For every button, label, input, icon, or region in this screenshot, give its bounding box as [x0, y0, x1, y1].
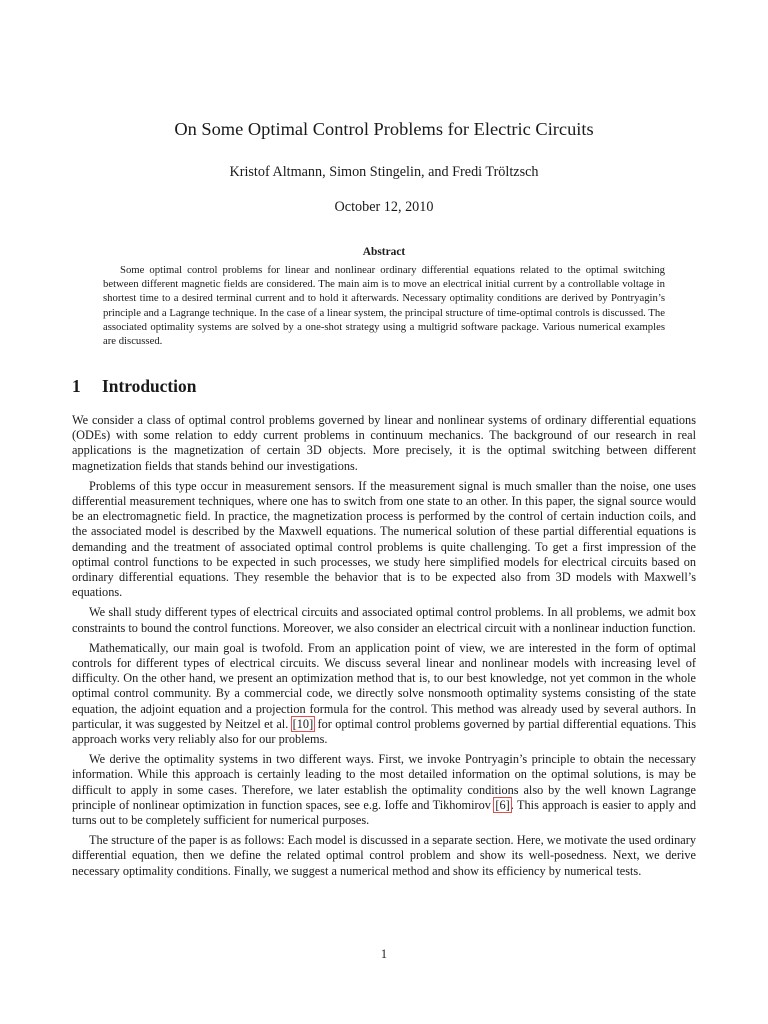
- citation-link-neitzel[interactable]: [10]: [292, 716, 314, 731]
- paragraph: We consider a class of optimal control problems governed by linear and nonlinear systems of ordinary differential equations (ODEs) with some relation to eddy current problems in continuum mechanics. The background of our research in real applications is the magnetization of certain 3D objects. More precisely, it is the optimal switching between different magnetization fields that stands behind our investigations.: [72, 413, 696, 473]
- abstract-heading: Abstract: [362, 246, 406, 258]
- paragraph-text: . This approach is easier to apply and turns out to be completely sufficient for numerical purposes.: [72, 797, 697, 828]
- author-list: Kristof Altmann, Simon Stingelin, and Fredi Tröltzsch: [229, 164, 539, 180]
- section-title: Introduction: [102, 376, 197, 396]
- paragraph-text: for optimal control problems governed by partial differential equations. This approach works very reliably also for our problems.: [72, 716, 696, 747]
- section-heading: [72, 376, 196, 397]
- paper-title: On Some Optimal Control Problems for Electric Circuits: [174, 119, 594, 139]
- paragraph: We shall study different types of electrical circuits and associated optimal control problems. In all problems, we admit box constraints to bound the control functions. Moreover, we also consider an electrical circuit with a nonlinear induction function.: [72, 605, 696, 635]
- section-number: 1: [72, 376, 81, 396]
- citation-link-ioffe[interactable]: [6]: [495, 797, 510, 812]
- page-number: 1: [380, 947, 388, 961]
- paragraph: The structure of the paper is as follows: Each model is discussed in a separate section. Here, we motivate the used ordinary differential equation, then we define the related optimal control problem and show its well-posedness. Next, we derive necessary optimality conditions. Finally, we suggest a numerical method and show its efficiency by numerical tests.: [72, 833, 696, 878]
- publication-date: October 12, 2010: [334, 199, 434, 215]
- paragraph: Problems of this type occur in measurement sensors. If the measurement signal is much smaller than the noise, one uses differential measurement techniques, where one has to switch from one state to an other. In this paper, the signal source would be an electromagnetic field. In practice, the magnetization process is performed by the control of certain induction coils, and the associated model is described by the Maxwell equations. The numerical solution of these partial differential equations is demanding and the treatment of associated optimal control problems is quite challenging. To get a first impression of the optimal control functions to be expected in such processes, we study here simplified models for electrical circuits based on ordinary differential equations. They resemble the behavior that is to be expected also from 3D models with Maxwell’s equations.: [72, 478, 696, 600]
- paragraph: [72, 752, 696, 828]
- abstract-text: Some optimal control problems for linear and nonlinear ordinary differential equations related to the optimal switching between different magnetic fields are considered. The main aim is to move an electrical initial current by a controllable voltage in shortest time to a desired terminal current and to hold it afterwards. Necessary optimality conditions are derived by Pontryagin’s principle and a Lagrange technique. In the case of a linear system, the principal structure of time-optimal controls is discussed. The associated optimality systems are solved by a one-shot strategy using a multigrid software package. Various numerical examples are discussed.: [103, 264, 665, 348]
- paragraph-text: Mathematically, our main goal is twofold. From an application point of view, we are interested in the form of optimal controls for different types of electrical circuits. We discuss several linear and nonlinear models with increasing level of difficulty. On the other hand, we present an optimization method that is, to our best knowledge, not yet common in the whole optimal control community. By a commercial code, we directly solve nonsmooth optimality systems consisting of the state equation, the adjoint equation and a projection formula for the control. This method was already used by several authors. In particular, it was suggested by Neitzel et al.: [72, 640, 696, 731]
- paragraph-text: We derive the optimality systems in two different ways. First, we invoke Pontryagin’s principle to obtain the necessary information. While this approach is certainly leading to the most detailed information on the optimal solutions, is may be difficult to apply in some cases. Therefore, we later establish the optimality conditions also by the well known Lagrange principle of nonlinear optimization in function spaces, see e.g. Ioffe and Tikhomirov: [72, 752, 696, 812]
- paragraph: [72, 641, 696, 747]
- introduction-body: [72, 413, 696, 884]
